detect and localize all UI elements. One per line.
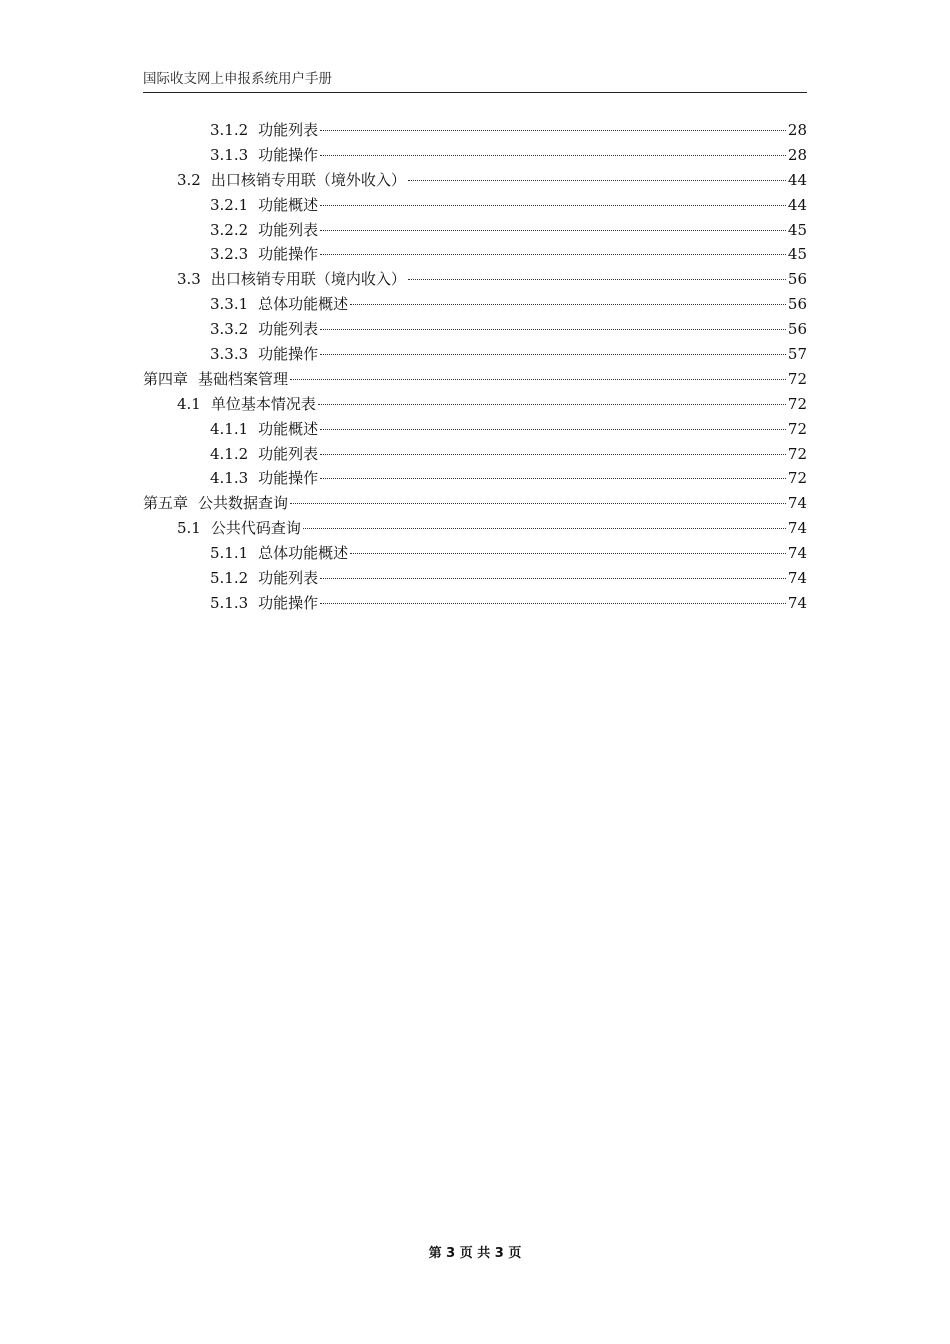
toc-dot-leader [320,429,786,430]
toc-entry[interactable] [143,566,807,591]
toc-entry[interactable] [143,242,807,267]
toc-entry-title: 功能概述 [258,419,319,438]
toc-entry-number: 3.1.2 [210,121,249,139]
document-title: 国际收支网上申报系统用户手册 [143,71,332,87]
toc-entry[interactable] [143,342,807,367]
toc-entry-title: 功能操作 [258,345,319,364]
toc-entry-number: 4.1.2 [210,444,249,463]
toc-entry-number: 3.2.2 [210,220,249,239]
toc-entry-number: 5.1.2 [210,569,249,588]
toc-entry-number: 第四章 [143,369,189,388]
toc-entry-title: 功能概述 [258,195,319,214]
toc-entry-page-number: 28 [787,145,807,164]
toc-entry[interactable] [143,516,807,541]
toc-dot-leader [408,279,786,280]
toc-entry-title: 功能操作 [258,593,319,612]
toc-entry-title: 总体功能概述 [258,295,349,314]
toc-dot-leader [320,603,786,604]
toc-entry[interactable] [143,168,807,193]
toc-dot-leader [318,404,786,405]
toc-entry-title: 功能操作 [258,245,319,264]
toc-entry[interactable] [143,317,807,342]
toc-dot-leader [320,205,786,206]
toc-entry-number: 3.3.2 [210,320,249,339]
toc-entry-page-number: 74 [787,519,807,538]
toc-dot-leader [320,354,786,355]
toc-entry-page-number: 56 [787,295,807,314]
toc-entry-number: 5.1.3 [210,593,249,612]
toc-entry[interactable] [143,292,807,317]
toc-entry[interactable] [143,143,807,168]
toc-entry[interactable] [143,367,807,392]
toc-entry-number: 第五章 [143,494,189,513]
toc-entry-page-number: 74 [787,494,807,513]
toc-entry-number: 3.2.3 [210,245,249,264]
toc-entry[interactable] [143,541,807,566]
toc-entry-page-number: 45 [787,245,807,264]
toc-dot-leader [320,578,786,579]
toc-entry-page-number: 57 [787,345,807,364]
toc-entry-title: 基础档案管理 [198,369,289,388]
toc-dot-leader [320,329,786,330]
toc-entry-number: 4.1.3 [210,469,249,488]
page-footer: 第 3 页 共 3 页 [428,1246,522,1261]
toc-entry-title: 出口核销专用联（境外收入） [210,170,406,189]
toc-entry-number: 4.1.1 [210,419,249,438]
toc-dot-leader [320,454,786,455]
toc-entry-page-number: 44 [787,195,807,214]
toc-entry[interactable] [143,193,807,218]
toc-entry-number: 4.1 [177,394,201,413]
toc-entry-title: 单位基本情况表 [210,394,316,413]
toc-entry-page-number: 72 [787,444,807,463]
toc-dot-leader [320,254,786,255]
toc-entry-title: 功能操作 [258,145,319,164]
toc-entry-page-number: 28 [787,121,807,139]
toc-dot-leader [303,528,786,529]
toc-dot-leader [350,304,786,305]
toc-entry-page-number: 44 [787,170,807,189]
toc-entry[interactable] [143,466,807,491]
toc-entry-title: 公共代码查询 [210,519,301,538]
toc-entry[interactable] [143,267,807,292]
toc-entry-number: 5.1 [177,519,201,538]
toc-entry[interactable] [143,118,807,143]
toc-entry-title: 总体功能概述 [258,544,349,563]
toc-entry-number: 3.1.3 [210,145,249,164]
toc-entry-page-number: 74 [787,593,807,612]
toc-dot-leader [320,130,786,131]
toc-entry-title: 功能列表 [258,320,319,339]
toc-entry-title: 功能列表 [258,569,319,588]
toc-entry-number: 3.2.1 [210,195,249,214]
toc-entry[interactable] [143,442,807,467]
toc-entry-number: 3.3 [177,270,201,289]
toc-dot-leader [320,155,786,156]
toc-entry-number: 3.3.3 [210,345,249,364]
toc-entry-page-number: 56 [787,270,807,289]
toc-entry-page-number: 72 [787,469,807,488]
toc-entry[interactable] [143,417,807,442]
toc-entry-page-number: 72 [787,369,807,388]
toc-entry-title: 公共数据查询 [198,494,289,513]
toc-entry[interactable] [143,392,807,417]
toc-dot-leader [290,379,786,380]
toc-entry-page-number: 45 [787,220,807,239]
toc-entry-number: 3.2 [177,170,201,189]
page-header [143,70,807,93]
toc-entry-page-number: 74 [787,544,807,563]
toc-dot-leader [320,478,786,479]
toc-entry[interactable] [143,218,807,243]
toc-entry-title: 功能列表 [258,121,319,139]
toc-entry-page-number: 74 [787,569,807,588]
toc-entry-title: 功能列表 [258,220,319,239]
toc-dot-leader [408,180,786,181]
toc-entry-number: 3.3.1 [210,295,249,314]
table-of-contents [143,118,807,616]
toc-dot-leader [290,503,786,504]
toc-entry-title: 功能列表 [258,444,319,463]
toc-dot-leader [320,230,786,231]
toc-entry-page-number: 56 [787,320,807,339]
toc-entry-page-number: 72 [787,419,807,438]
toc-entry[interactable] [143,491,807,516]
toc-entry-title: 出口核销专用联（境内收入） [210,270,406,289]
toc-entry-page-number: 72 [787,394,807,413]
toc-dot-leader [350,553,786,554]
toc-entry-title: 功能操作 [258,469,319,488]
toc-entry-number: 5.1.1 [210,544,249,563]
toc-entry[interactable] [143,591,807,616]
